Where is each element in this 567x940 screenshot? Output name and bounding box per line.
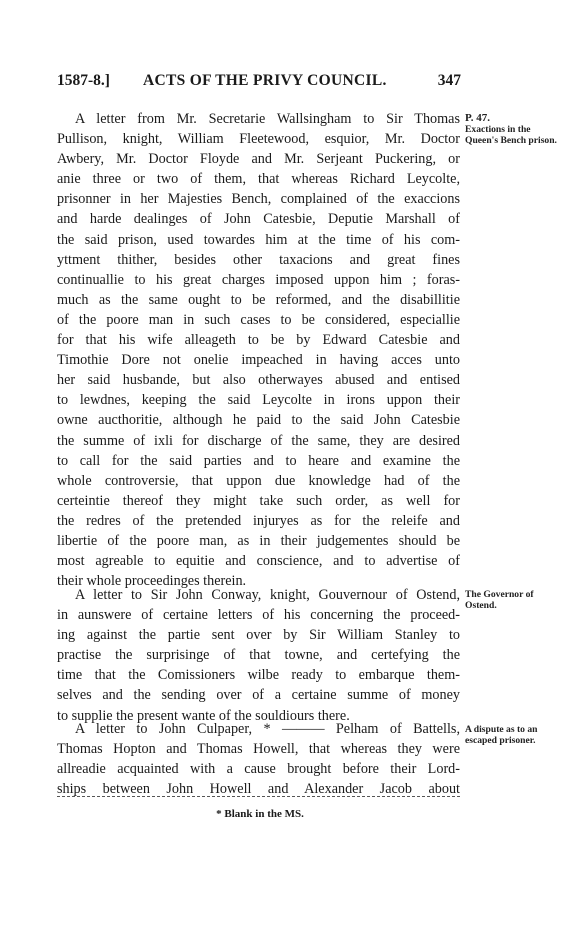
text-line: allreadie acquainted with a cause brought before their Lord-: [57, 761, 460, 778]
text-line: yttment thither, besides other taxacions and great fines: [57, 251, 460, 268]
footnote-rule: [57, 796, 460, 797]
text-line: to call for the said parties and to heare and examine the: [57, 452, 460, 469]
header-date-range: 1587-8.]: [57, 72, 110, 89]
text-line: A letter to John Culpaper, * ——— Pelham of Battells,: [75, 721, 460, 737]
text-line: time that the Comissioners wilbe ready to embarque them-: [57, 667, 460, 684]
text-line: selves and the sending over of a certaine summe of money: [57, 687, 460, 704]
text-line: the redres of the pretended injuryes as for the releife and: [57, 512, 460, 529]
text-line: much as the same ought to be reformed, and the disabillitie: [57, 291, 460, 308]
text-line: of the poore man in such cases to be considered, especiallie: [57, 311, 460, 328]
header-title: ACTS OF THE PRIVY COUNCIL.: [143, 72, 387, 89]
folio-reference: P. 47.: [465, 112, 490, 124]
text-line: certeintie thereof they might take such order, as well for: [57, 492, 460, 509]
text-line: and harde dealinges of John Catesbie, Deputie Marshall of: [57, 211, 460, 228]
text-line: most agreable to equitie and conscience, and to advertise of: [57, 553, 460, 570]
text-line: Timothie Dore not onelie impeached in having acces unto: [57, 352, 460, 369]
page-number: 347: [437, 72, 461, 89]
text-line: in aunswere of certaine letters of his concerning the proceed-: [57, 607, 460, 624]
text-line: the summe of ixli for discharge of the same, they are desired: [57, 432, 460, 449]
text-line: prisonner in her Majesties Bench, complained of the exaccions: [57, 191, 460, 208]
margin-note-text: The Governor of Ostend.: [465, 589, 534, 611]
margin-note-text: A dispute as to an escaped prisoner.: [465, 724, 538, 746]
paragraph-culpaper-letter: [57, 719, 460, 799]
text-line: anie three or two of them, that whereas Richard Leycolte,: [57, 171, 460, 188]
running-header: [57, 72, 461, 92]
text-line: ing against the partie sent over by Sir William Stanley to: [57, 627, 460, 644]
paragraph-walsingham-letter: [57, 109, 460, 591]
footnote: * Blank in the MS.: [216, 808, 304, 820]
text-line: practise the surprisinge of that towne, and certefying the: [57, 647, 460, 664]
text-line: for that his wife alleageth to be by Edward Catesbie and: [57, 332, 460, 349]
text-line: her said husbande, but also otherwayes abused and entised: [57, 372, 460, 389]
text-line: to lewdnes, keeping the said Leycolte in irons uppon their: [57, 392, 460, 409]
text-line: Thomas Hopton and Thomas Howell, that whereas they were: [57, 741, 460, 758]
text-line: Awbery, Mr. Doctor Floyde and Mr. Serjeant Puckering, or: [57, 151, 460, 168]
text-line: their whole proceedinges therein.: [57, 573, 247, 590]
paragraph-ostend-letter: [57, 585, 460, 726]
margin-note-escaped-prisoner: [465, 725, 560, 746]
margin-note-ostend: [465, 590, 560, 611]
text-line: A letter from Mr. Secretarie Wallsingham to Sir Thomas: [75, 111, 460, 127]
text-line: the said prison, used towardes him at the time of his com-: [57, 231, 460, 248]
text-line: whole controversie, that uppon due knowledge had of the: [57, 472, 460, 489]
text-line: owne aucthoritie, although he paid to the said John Catesbie: [57, 412, 460, 429]
text-line: libertie of the poore man, as in their judgementes should be: [57, 532, 460, 549]
text-line: Pullison, knight, William Fleetewood, esquior, Mr. Doctor: [57, 131, 460, 148]
margin-note-text: Exactions in the Queen's Bench prison.: [465, 124, 557, 146]
margin-note-bench-prison: [465, 112, 560, 146]
text-line: A letter to Sir John Conway, knight, Gouvernour of Ostend,: [75, 587, 460, 603]
text-line: ships between John Howell and Alexander Jacob about: [57, 781, 460, 798]
text-line: to supplie the present wante of the souldiours there.: [57, 707, 350, 724]
text-line: continuallie to his great charges imposed uppon him ; foras-: [57, 271, 460, 288]
